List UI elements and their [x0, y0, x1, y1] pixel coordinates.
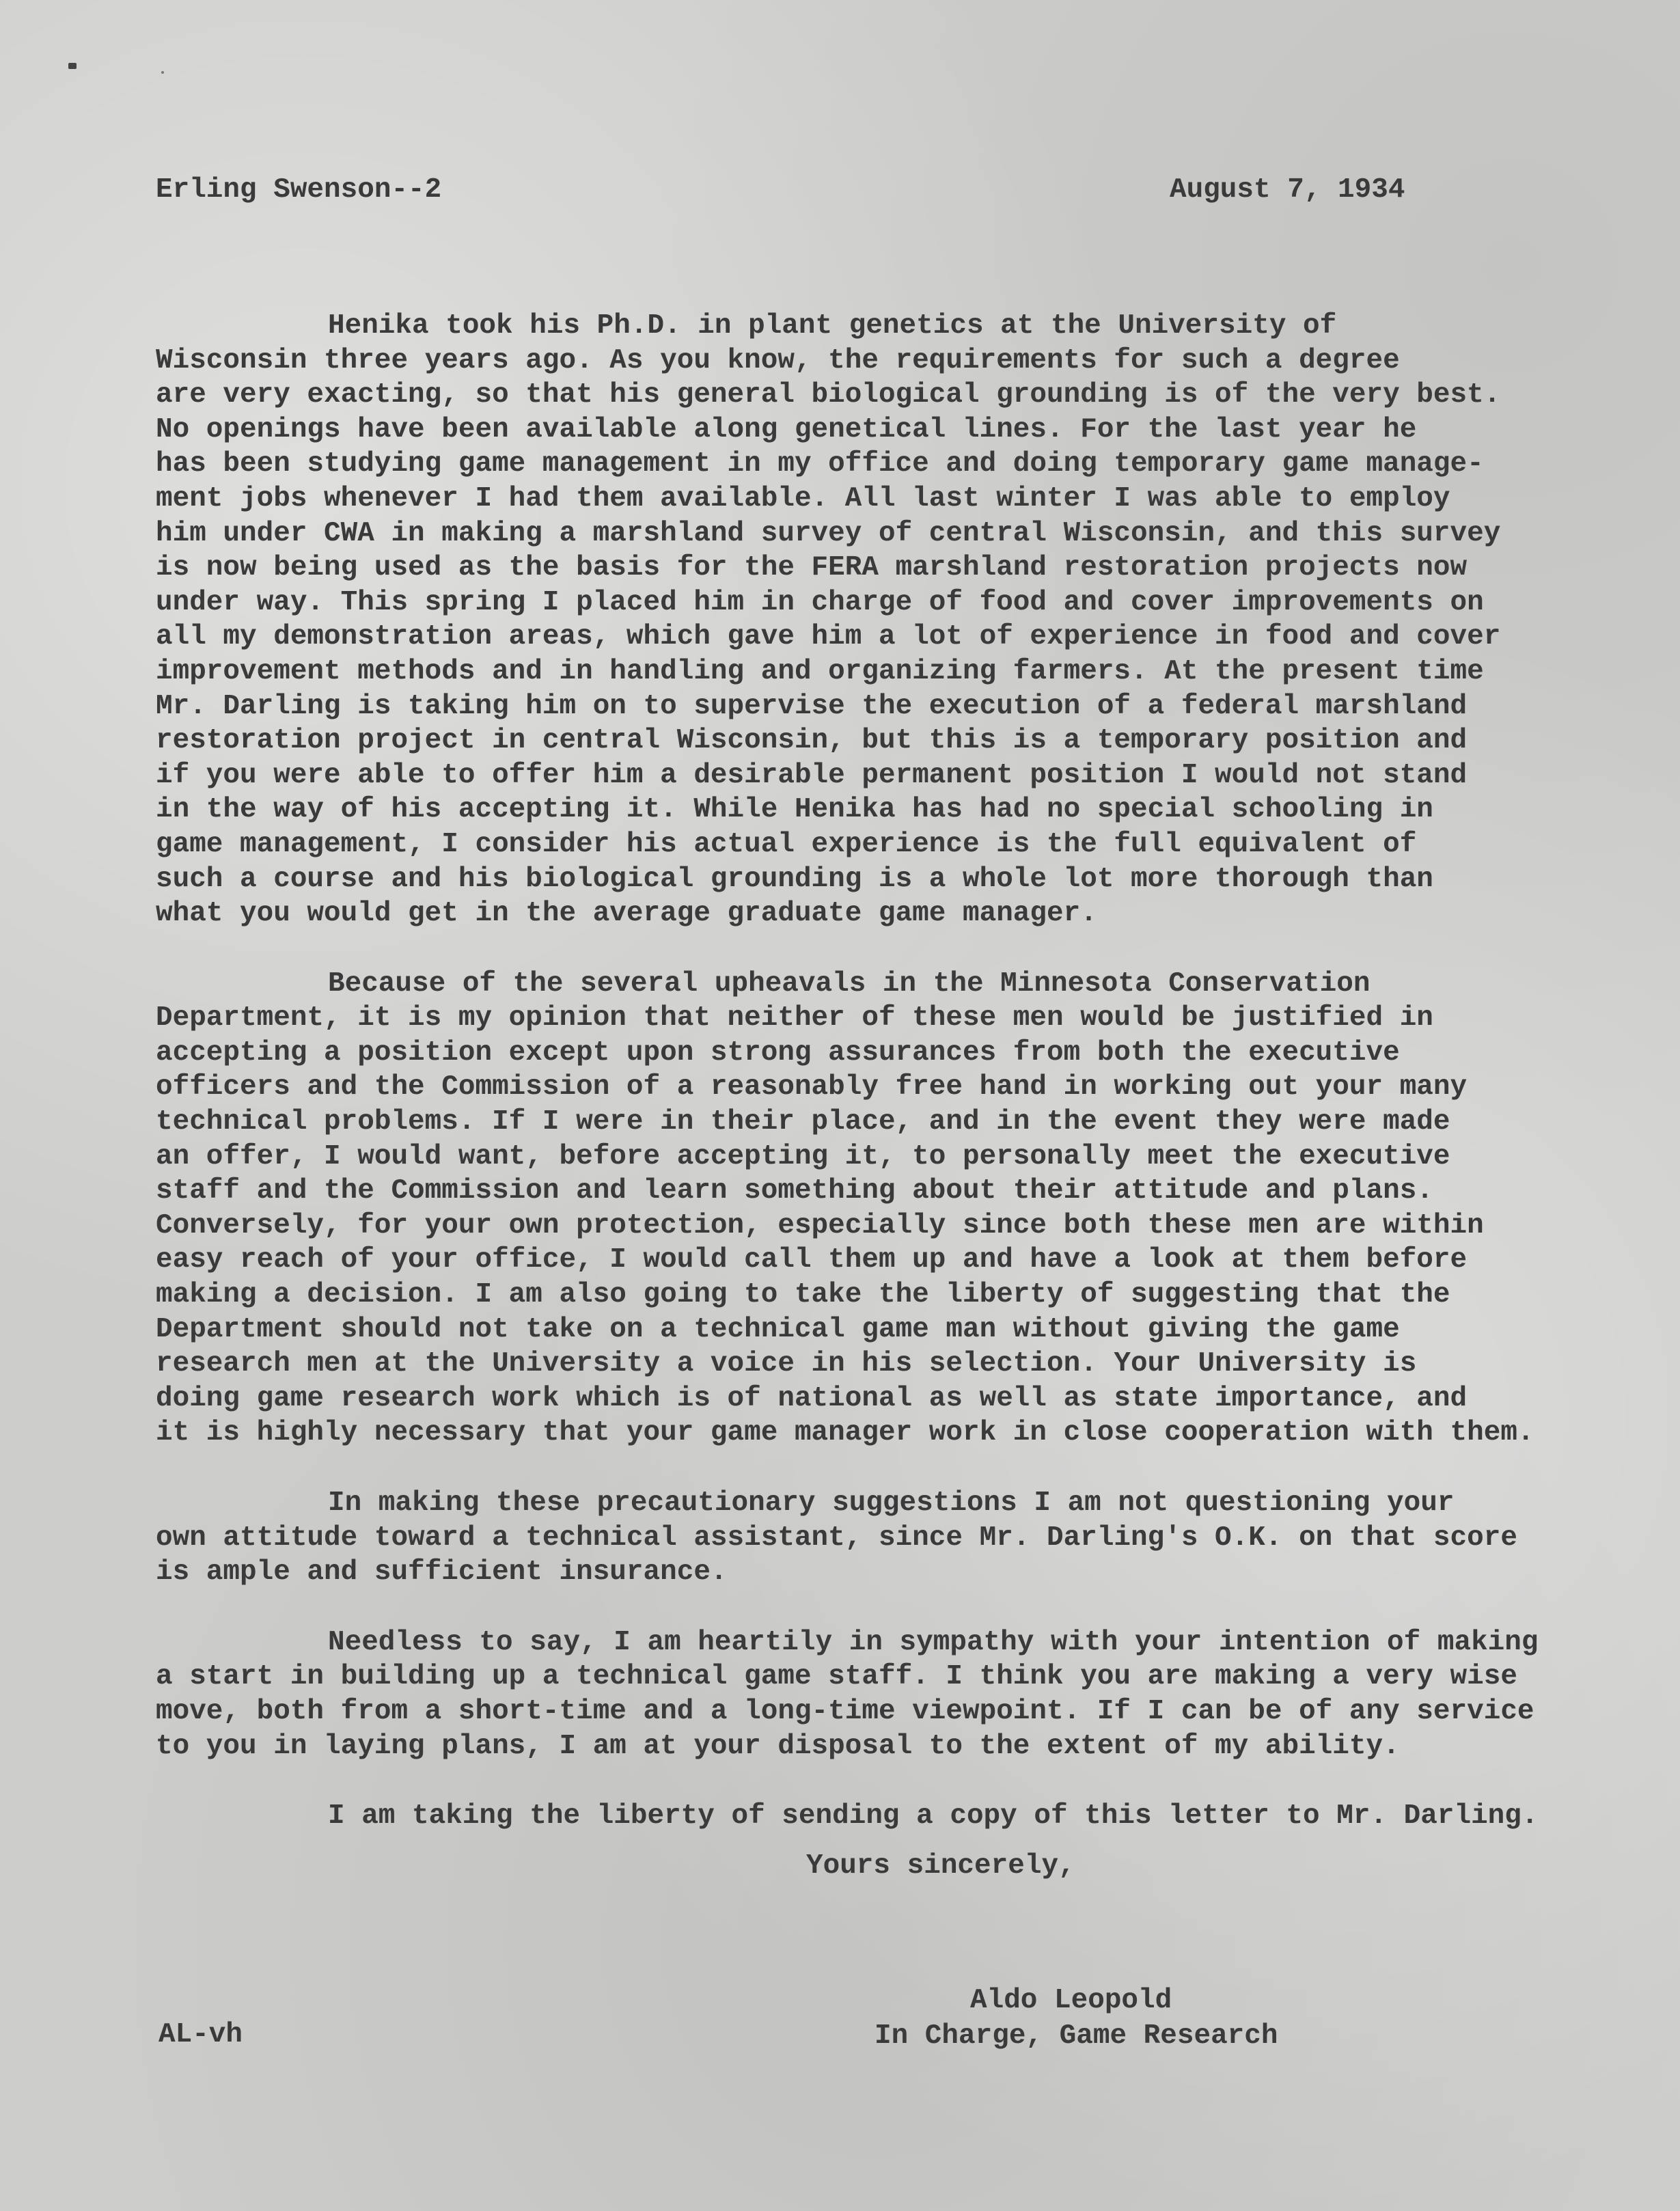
text-line: In making these precautionary suggestions I am not questioning your [328, 1487, 1455, 1519]
paragraph-1 [156, 309, 1563, 931]
text-line: I am taking the liberty of sending a copy of this letter to Mr. Darling. [328, 1800, 1539, 1832]
text-line: staff and the Commission and learn something about their attitude and plans. [156, 1175, 1433, 1207]
paragraph-4 [156, 1625, 1563, 1763]
signer-title: In Charge, Game Research [875, 2020, 1278, 2052]
text-line: doing game research work which is of national as well as state importance, and [156, 1382, 1468, 1414]
text-line: restoration project in central Wisconsin, but this is a temporary position and [156, 725, 1468, 757]
text-line: game management, I consider his actual experience is the full equivalent of [156, 828, 1417, 860]
text-line: is now being used as the basis for the FERA marshland restoration projects now [156, 552, 1468, 584]
text-line: research men at the University a voice in his selection. Your University is [156, 1348, 1417, 1380]
text-line: improvement methods and in handling and organizing farmers. At the present time [156, 655, 1484, 687]
ink-mark [68, 63, 77, 69]
signer-name: Aldo Leopold [970, 1985, 1172, 2016]
text-line: Conversely, for your own protection, especially since both these men are within [156, 1209, 1484, 1241]
text-line: Mr. Darling is taking him on to supervise the execution of a federal marshland [156, 690, 1468, 722]
text-line: Wisconsin three years ago. As you know, the requirements for such a degree [156, 344, 1400, 376]
text-line: what you would get in the average graduate game manager. [156, 898, 1097, 930]
signature-block [875, 1983, 1278, 2054]
text-line: if you were able to offer him a desirable permanent position I would not stand [156, 759, 1468, 791]
text-line: Henika took his Ph.D. in plant genetics at the University of [328, 310, 1337, 342]
text-line: to you in laying plans, I am at your disposal to the extent of my ability. [156, 1730, 1400, 1762]
text-line: is ample and sufficient insurance. [156, 1556, 728, 1589]
text-line: move, both from a short-time and a long-time viewpoint. If I can be of any service [156, 1695, 1534, 1727]
text-line: it is highly necessary that your game manager work in close cooperation with them. [156, 1417, 1534, 1449]
text-line: are very exacting, so that his general biological grounding is of the very best. [156, 379, 1501, 411]
text-line: in the way of his accepting it. While Henika has had no special schooling in [156, 794, 1433, 826]
ink-speck [161, 71, 164, 74]
text-line: easy reach of your office, I would call them up and have a look at them before [156, 1244, 1468, 1276]
text-line: him under CWA in making a marshland survey of central Wisconsin, and this survey [156, 517, 1501, 549]
text-line: Department should not take on a technical game man without giving the game [156, 1313, 1400, 1345]
text-line: ment jobs whenever I had them available. All last winter I was able to employ [156, 482, 1450, 514]
text-line: own attitude toward a technical assistant, since Mr. Darling's O.K. on that score [156, 1522, 1517, 1554]
text-line: accepting a position except upon strong assurances from both the executive [156, 1036, 1400, 1069]
typist-initials: AL-vh [159, 2019, 243, 2050]
text-line: making a decision. I am also going to take the liberty of suggesting that the [156, 1279, 1450, 1311]
text-line: Department, it is my opinion that neither of these men would be justified in [156, 1002, 1433, 1034]
text-line: all my demonstration areas, which gave him a lot of experience in food and cover [156, 621, 1501, 653]
closing-salutation: Yours sincerely, [806, 1850, 1075, 1882]
paragraph-3 [156, 1486, 1563, 1590]
text-line: No openings have been available along genetical lines. For the last year he [156, 413, 1417, 445]
text-line: Needless to say, I am heartily in sympathy with your intention of making [328, 1626, 1539, 1658]
text-line: technical problems. If I were in their place, and in the event they were made [156, 1106, 1450, 1138]
text-line: has been studying game management in my office and doing temporary game manage- [156, 448, 1484, 480]
text-line: a start in building up a technical game staff. I think you are making a very wise [156, 1661, 1517, 1693]
text-line: such a course and his biological grounding is a whole lot more thorough than [156, 863, 1433, 895]
letter-date: August 7, 1934 [1170, 174, 1405, 206]
text-line: Because of the several upheavals in the Minnesota Conservation [328, 967, 1371, 1000]
text-line: under way. This spring I placed him in charge of food and cover improvements on [156, 586, 1484, 618]
text-line: officers and the Commission of a reasonably free hand in working out your many [156, 1071, 1468, 1103]
page-header-recipient: Erling Swenson--2 [156, 174, 442, 206]
paragraph-2 [156, 967, 1563, 1451]
text-line: an offer, I would want, before accepting it, to personally meet the executive [156, 1140, 1450, 1172]
paragraph-5 [156, 1799, 1563, 1834]
letter-body [156, 309, 1563, 1869]
